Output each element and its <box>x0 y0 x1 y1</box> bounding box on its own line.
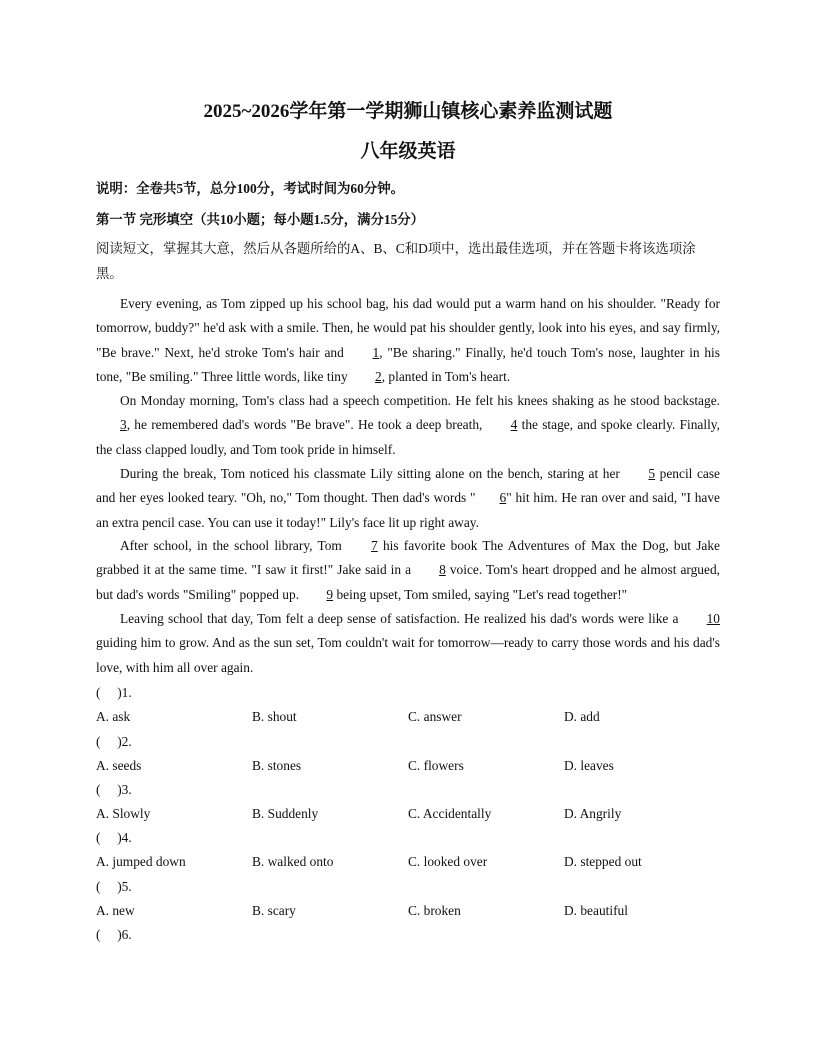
question-stem-3[interactable]: ( )3. <box>96 782 132 797</box>
question-options-1 <box>96 705 720 729</box>
section-heading: 第一节 完形填空（共10小题；每小题1.5分，满分15分） <box>96 212 425 227</box>
blank-2: 2 <box>375 369 382 385</box>
question-options-3 <box>96 802 720 826</box>
question-stem-5[interactable]: ( )5. <box>96 879 132 894</box>
option-b[interactable]: B. walked onto <box>252 854 334 869</box>
question-options-4 <box>96 850 720 874</box>
question-options-5 <box>96 899 720 923</box>
blank-6: 6 <box>499 490 507 506</box>
question-stem-1[interactable]: ( )1. <box>96 685 132 700</box>
blank-7: 7 <box>371 538 378 553</box>
option-d[interactable]: D. Angrily <box>564 806 622 821</box>
option-a[interactable]: A. Slowly <box>96 806 151 821</box>
blank-4: 4 <box>510 417 518 433</box>
option-a[interactable]: A. ask <box>96 709 131 724</box>
exam-title: 2025~2026学年第一学期狮山镇核心素养监测试题 <box>203 101 613 122</box>
question-options-2 <box>96 754 720 778</box>
blank-9: 9 <box>326 586 334 602</box>
passage-paragraph-5: Leaving school that day, Tom felt a deep sense of satisfaction. He realized his dad's words were like a 10 guiding him to grow. And as the sun set, Tom couldn't wait for tomorrow—ready to carry those words and his dad's love, with him all over again. <box>96 607 720 680</box>
passage-paragraph-2: On Monday morning, Tom's class had a speech competition. He felt his knees shaking as he stood backstage. 3, he remembered dad's words "Be brave". He took a deep breath, 4 the stage, and spoke clearly. Finally, the class clapped loudly, and Tom took pride in himself. <box>96 393 720 457</box>
exam-note: 说明：全卷共5节，总分100分，考试时间为60分钟。 <box>96 181 404 196</box>
section-instruction: 阅读短文，掌握其大意，然后从各题所给的A、B、C和D项中，选出最佳选项，并在答题卡将该选项涂黑。 <box>96 241 696 281</box>
option-a[interactable]: A. jumped down <box>96 854 186 869</box>
option-c[interactable]: C. looked over <box>408 854 488 869</box>
blank-10: 10 <box>706 611 720 626</box>
option-c[interactable]: C. Accidentally <box>408 806 492 821</box>
option-c[interactable]: C. flowers <box>408 758 464 773</box>
blank-3: 3 <box>120 417 127 433</box>
blank-5: 5 <box>648 466 656 481</box>
passage-paragraph-3: During the break, Tom noticed his classmate Lily sitting alone on the bench, staring at her 5 pencil case and her eyes looked teary. "Oh, no," Tom thought. Then dad's words " 6" hit him. He ran over and said, "I have an extra pencil case. You can use it today!" Lily's face lit up right away. <box>96 462 720 535</box>
blank-8: 8 <box>439 562 446 578</box>
option-b[interactable]: B. scary <box>252 903 296 918</box>
passage-paragraph-1: Every evening, as Tom zipped up his school bag, his dad would put a warm hand on his shoulder. "Ready for tomorrow, buddy?" he'd ask with a smile. Then, he would pat his shoulder gently, look into his eyes, and say firmly, "Be brave." Next, he'd stroke Tom's hair and 1, "Be sharing." Finally, he'd touch Tom's nose, laughter in his tone, "Be smiling." Three little words, like tiny 2, planted in Tom's heart. <box>96 292 720 390</box>
option-d[interactable]: D. add <box>564 709 600 724</box>
question-stem-2[interactable]: ( )2. <box>96 734 132 749</box>
option-a[interactable]: A. seeds <box>96 758 142 773</box>
option-c[interactable]: C. broken <box>408 903 461 918</box>
option-b[interactable]: B. shout <box>252 709 297 724</box>
option-a[interactable]: A. new <box>96 903 135 918</box>
option-b[interactable]: B. stones <box>252 758 302 773</box>
option-d[interactable]: D. stepped out <box>564 854 642 869</box>
option-d[interactable]: D. beautiful <box>564 903 628 918</box>
option-c[interactable]: C. answer <box>408 709 462 724</box>
option-b[interactable]: B. Suddenly <box>252 806 319 821</box>
question-stem-4[interactable]: ( )4. <box>96 830 132 845</box>
blank-1: 1 <box>372 344 380 360</box>
question-stem-6[interactable]: ( )6. <box>96 927 132 942</box>
exam-subtitle: 八年级英语 <box>360 141 456 162</box>
option-d[interactable]: D. leaves <box>564 758 614 773</box>
passage-paragraph-4: After school, in the school library, Tom 7 his favorite book The Adventures of Max the Dog, but Jake grabbed it at the same time. "I saw it first!" Jake said in a 8 voice. Tom's heart dropped and he almost argued, but dad's words "Smiling" popped up. 9 being upset, Tom smiled, saying "Let's read together!" <box>96 534 720 607</box>
